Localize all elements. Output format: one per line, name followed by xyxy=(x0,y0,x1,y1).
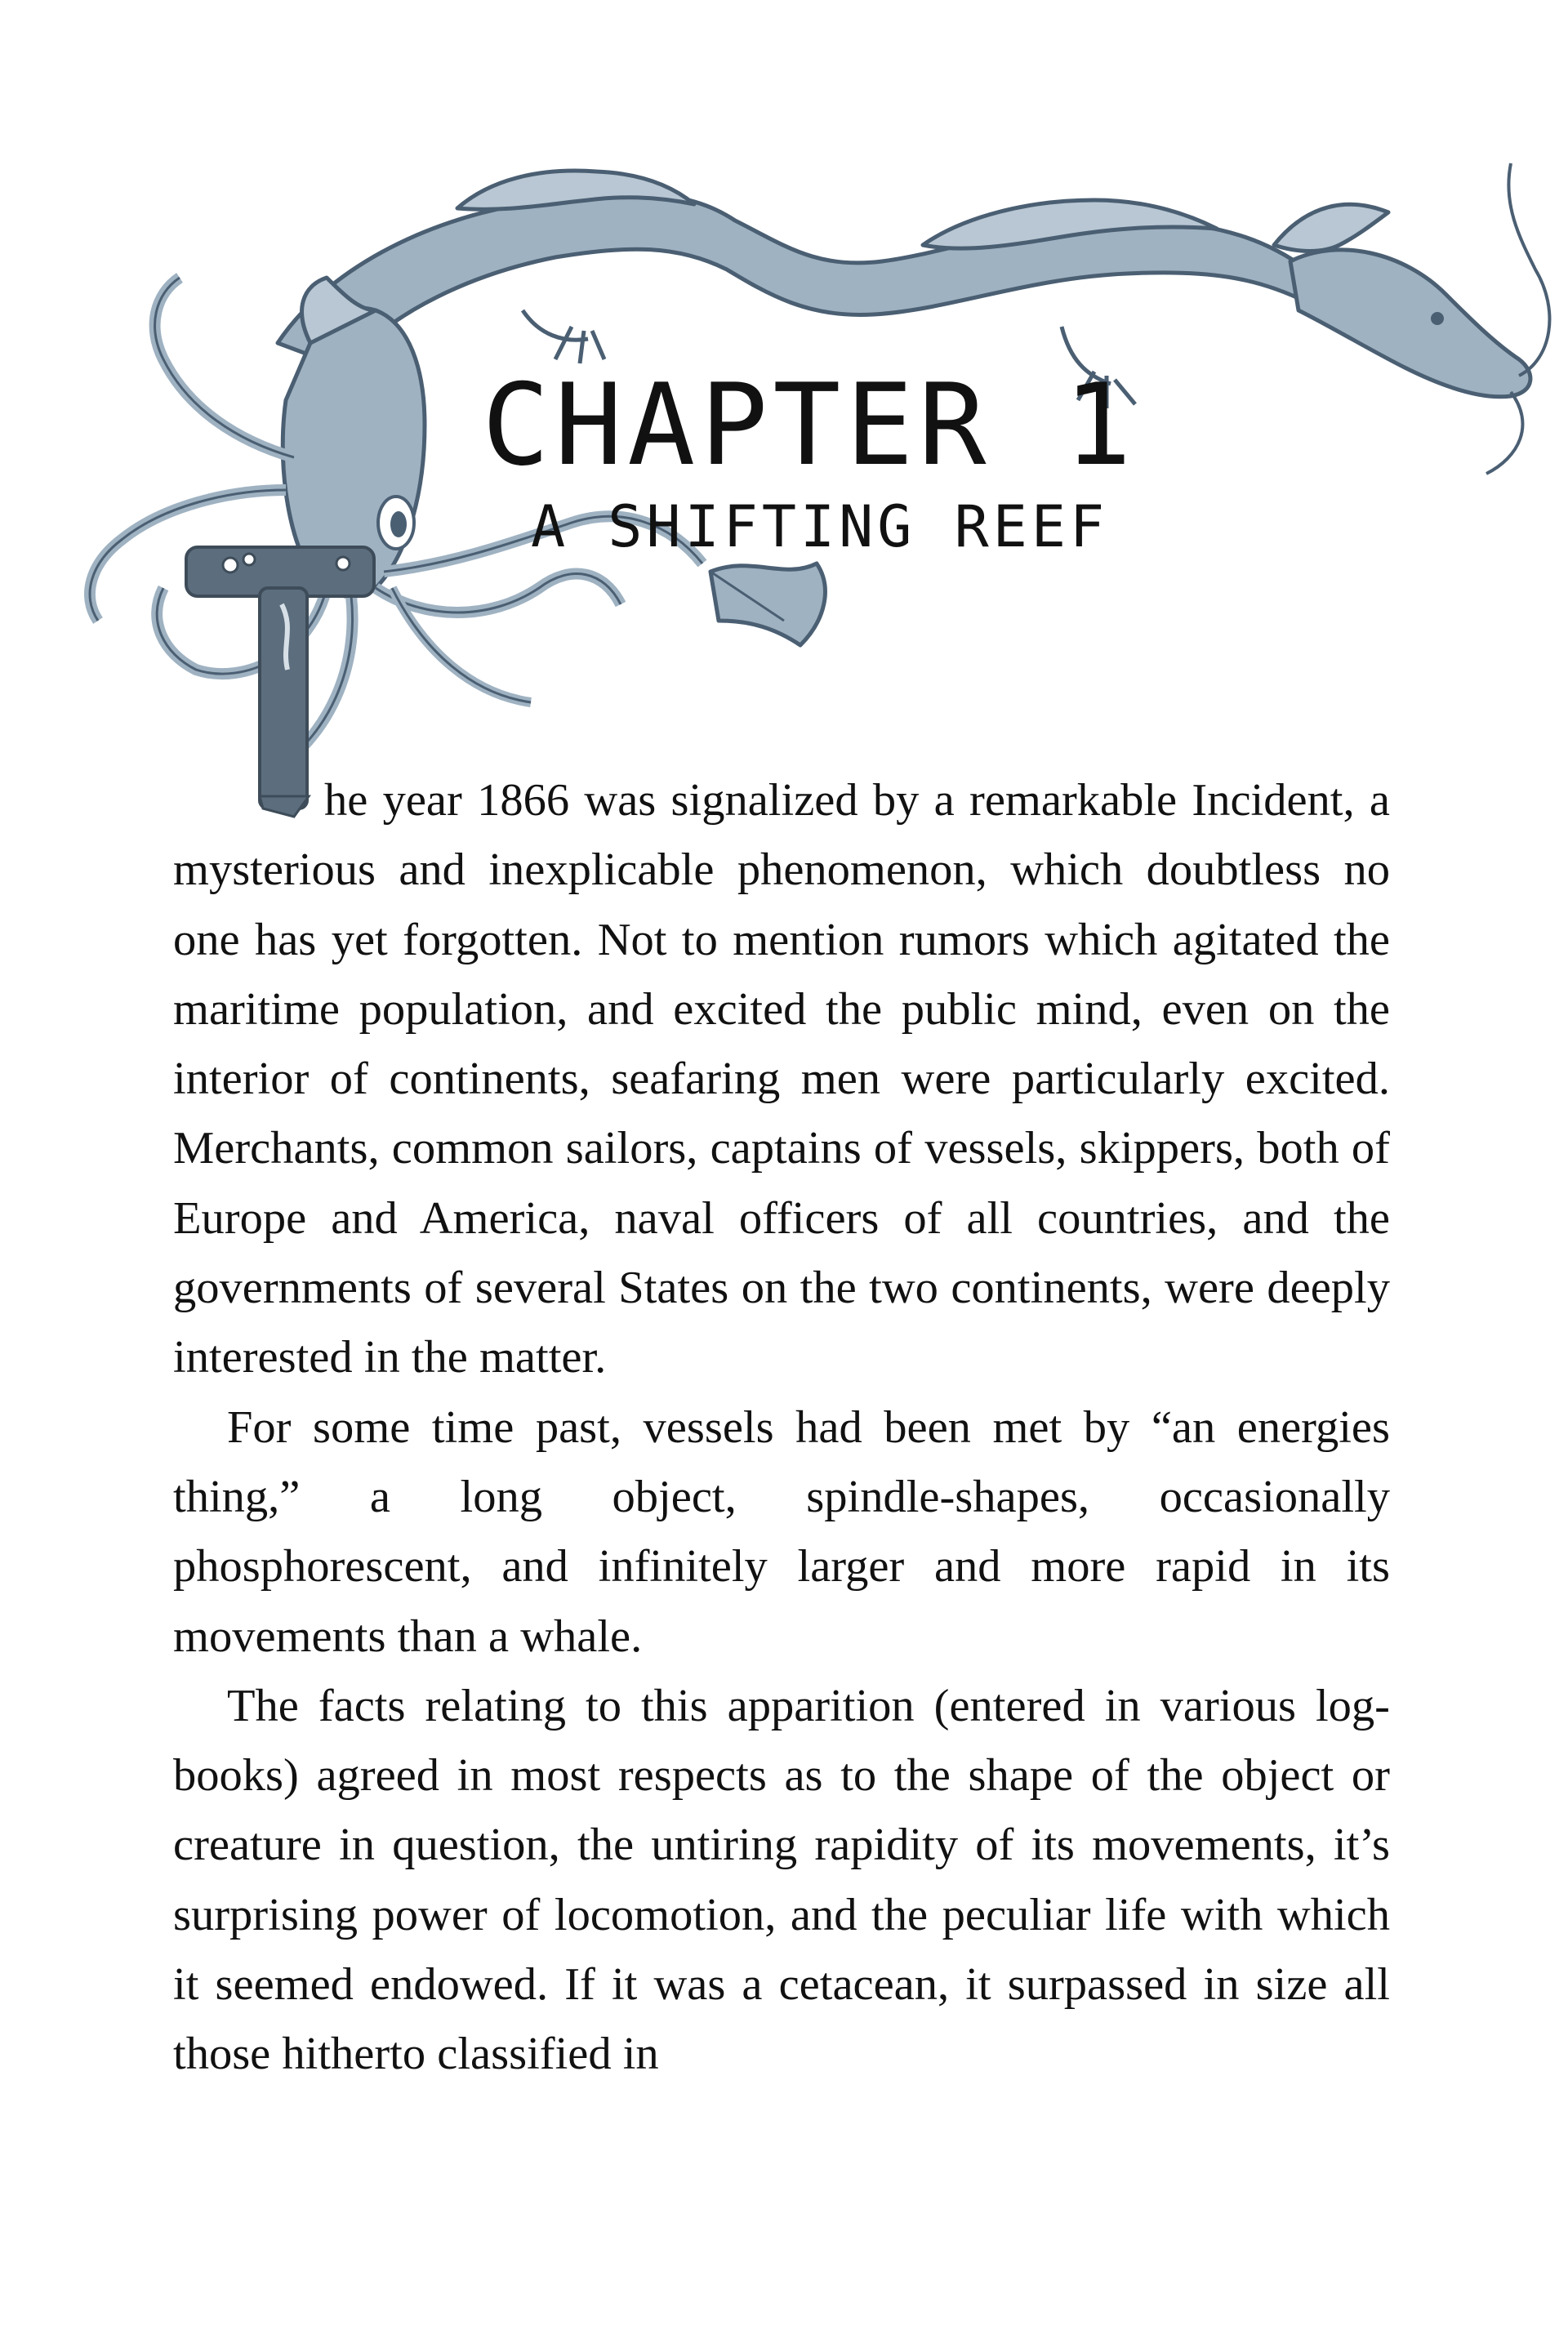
chapter-body xyxy=(173,766,1390,2090)
paragraph-2: For some time past, vessels had been met by “an energies thing,” a long object, spindle-shapes, occasionally phosphorescent, and infinitely larger and more rapid in its movements than a whale. xyxy=(173,1401,1390,1662)
chapter-heading: CHAPTER 1 xyxy=(482,359,1137,491)
chapter-subtitle: A SHIFTING REEF xyxy=(531,493,1109,560)
paragraph-1: he year 1866 was signalized by a remarkable Incident, a mysterious and inexplicable phenomenon, which doubtless no one has yet forgotten. Not to mention rumors which agitated the maritime population, and excited the public mind, even on the interior of continents, seafaring men were particularly excited. Merchants, common sailors, captains of vessels, skippers, both of Europe and America, naval officers of all countries, and the governments of several States on the two continents, were deeply interested in the matter. xyxy=(173,775,1390,1383)
paragraph-3: The facts relating to this apparition (entered in various log-books) agreed in most respects as to the shape of the object or creature in question, the untiring rapidity of its movements, it’s surprising power of locomotion, and the peculiar life with which it seemed endowed. If it was a cetacean, it surpassed in size all those hitherto classified in xyxy=(173,1680,1390,2080)
